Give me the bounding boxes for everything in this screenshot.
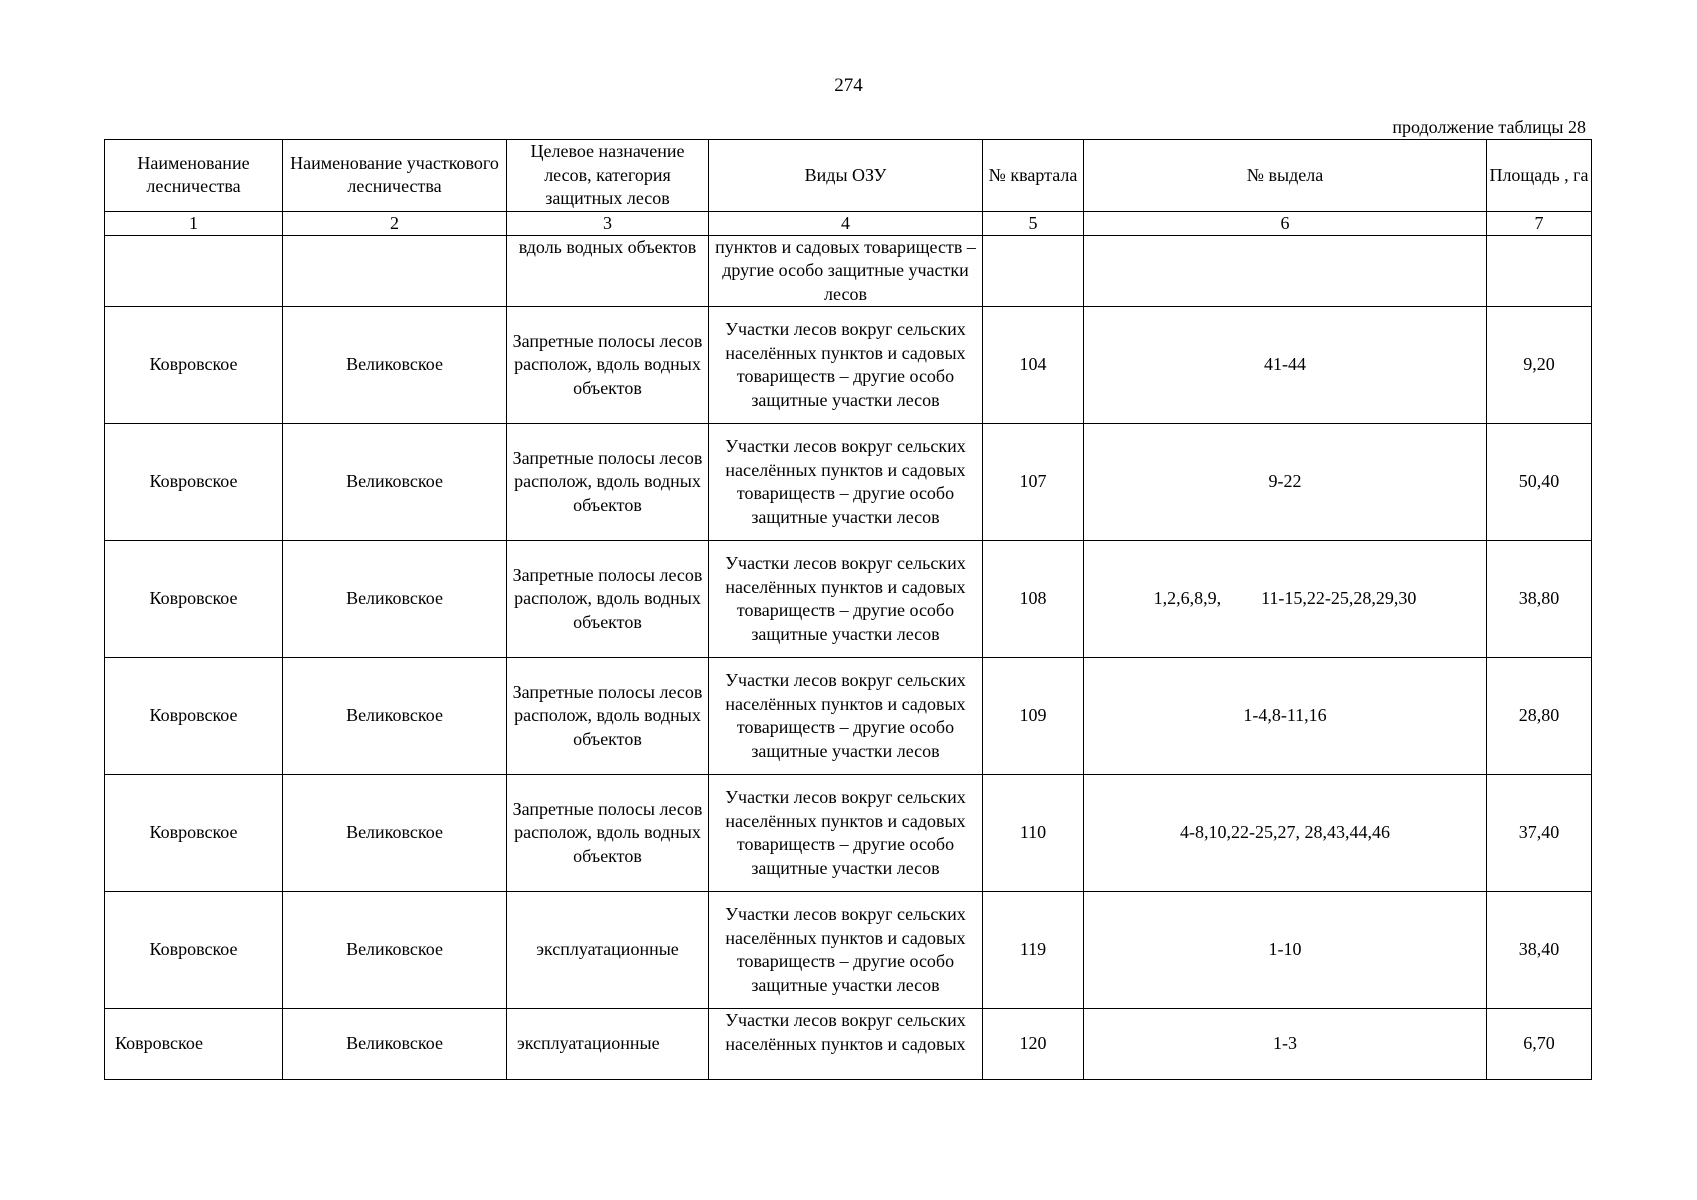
cell-ozu: Участки лесов вокруг сельских населённых пунктов и садовых товариществ – другие особо защитные участки лесов — [709, 541, 983, 658]
table-row — [105, 892, 1592, 1009]
cell-ozu: Участки лесов вокруг сельских населённых пунктов и садовых товариществ – другие особо защитные участки лесов — [709, 658, 983, 775]
table-row — [105, 541, 1592, 658]
cell-district: Великовское — [283, 775, 507, 892]
cell-quarter: 120 — [983, 1009, 1084, 1080]
cell-purpose: эксплуатационные — [507, 892, 709, 1009]
cell-forestry: Ковровское — [105, 1009, 283, 1080]
cell-ozu: Участки лесов вокруг сельских населённых пунктов и садовых товариществ – другие особо защитные участки лесов — [709, 775, 983, 892]
cell-quarter — [983, 235, 1084, 307]
cell-purpose: Запретные полосы лесов располож, вдоль водных объектов — [507, 658, 709, 775]
cell-plots: 1-10 — [1084, 892, 1487, 1009]
cell-area: 38,80 — [1487, 541, 1592, 658]
cell-ozu: Участки лесов вокруг сельских населённых пунктов и садовых товариществ – другие особо защитные участки лесов — [709, 424, 983, 541]
table-caption: продолжение таблицы 28 — [1392, 117, 1586, 137]
cell-quarter: 110 — [983, 775, 1084, 892]
cell-area: 9,20 — [1487, 307, 1592, 424]
table-row — [105, 775, 1592, 892]
column-number: 2 — [283, 211, 507, 235]
cell-ozu: Участки лесов вокруг сельских населённых пунктов и садовых товариществ – другие особо защитные участки лесов — [709, 892, 983, 1009]
column-number: 4 — [709, 211, 983, 235]
header-plots: № выдела — [1084, 140, 1487, 212]
header-purpose: Целевое назначение лесов, категория защитных лесов — [507, 140, 709, 212]
column-number-row — [105, 211, 1592, 235]
header-district: Наименование участкового лесничества — [283, 140, 507, 212]
cell-plots: 1-4,8-11,16 — [1084, 658, 1487, 775]
cell-plots — [1084, 541, 1487, 658]
cell-plots: 4-8,10,22-25,27, 28,43,44,46 — [1084, 775, 1487, 892]
cell-forestry: Ковровское — [105, 541, 283, 658]
table-row — [105, 424, 1592, 541]
cell-quarter: 107 — [983, 424, 1084, 541]
cell-quarter: 108 — [983, 541, 1084, 658]
cell-forestry: Ковровское — [105, 775, 283, 892]
cell-plots: 9-22 — [1084, 424, 1487, 541]
cell-ozu: пунктов и садовых товариществ – другие особо защитные участки лесов — [709, 235, 983, 307]
cell-district — [283, 235, 507, 307]
cell-district: Великовское — [283, 307, 507, 424]
cell-area — [1487, 235, 1592, 307]
cell-area: 28,80 — [1487, 658, 1592, 775]
cell-forestry: Ковровское — [105, 424, 283, 541]
cell-ozu: Участки лесов вокруг сельских населённых пунктов и садовых товариществ – другие особо защитные участки лесов — [709, 307, 983, 424]
cell-district: Великовское — [283, 424, 507, 541]
header-area: Площадь , га — [1487, 140, 1592, 212]
header-ozu: Виды ОЗУ — [709, 140, 983, 212]
table-row — [105, 307, 1592, 424]
cell-purpose: Запретные полосы лесов располож, вдоль водных объектов — [507, 307, 709, 424]
header-row — [105, 140, 1592, 212]
cell-district: Великовское — [283, 658, 507, 775]
column-number: 6 — [1084, 211, 1487, 235]
cell-ozu: Участки лесов вокруг сельских населённых пунктов и садовых — [709, 1009, 983, 1080]
plots-part-b: 11-15,22-25,28,29,30 — [1261, 588, 1417, 609]
column-number: 3 — [507, 211, 709, 235]
cell-area: 38,40 — [1487, 892, 1592, 1009]
table-row — [105, 658, 1592, 775]
cell-quarter: 109 — [983, 658, 1084, 775]
cell-purpose: Запретные полосы лесов располож, вдоль водных объектов — [507, 424, 709, 541]
cell-area: 50,40 — [1487, 424, 1592, 541]
plots-part-a: 1,2,6,8,9, — [1153, 588, 1222, 609]
cell-purpose: вдоль водных объектов — [507, 235, 709, 307]
cell-purpose: эксплуатационные — [507, 1009, 709, 1080]
cell-district: Великовское — [283, 1009, 507, 1080]
header-quarter: № квартала — [983, 140, 1084, 212]
page-number: 274 — [834, 75, 863, 96]
header-forestry: Наименование лесничества — [105, 140, 283, 212]
cell-quarter: 104 — [983, 307, 1084, 424]
column-number: 7 — [1487, 211, 1592, 235]
continuation-row — [105, 235, 1592, 307]
cell-forestry: Ковровское — [105, 307, 283, 424]
column-number: 5 — [983, 211, 1084, 235]
cell-forestry: Ковровское — [105, 892, 283, 1009]
cell-purpose: Запретные полосы лесов располож, вдоль водных объектов — [507, 541, 709, 658]
cell-forestry — [105, 235, 283, 307]
cell-plots — [1084, 235, 1487, 307]
cell-purpose: Запретные полосы лесов располож, вдоль водных объектов — [507, 775, 709, 892]
cell-area: 6,70 — [1487, 1009, 1592, 1080]
forest-table — [104, 139, 1592, 1080]
column-number: 1 — [105, 211, 283, 235]
cell-district: Великовское — [283, 541, 507, 658]
cell-area: 37,40 — [1487, 775, 1592, 892]
cell-district: Великовское — [283, 892, 507, 1009]
cell-quarter: 119 — [983, 892, 1084, 1009]
table-row — [105, 1009, 1592, 1080]
cell-forestry: Ковровское — [105, 658, 283, 775]
cell-plots: 1-3 — [1084, 1009, 1487, 1080]
cell-plots: 41-44 — [1084, 307, 1487, 424]
